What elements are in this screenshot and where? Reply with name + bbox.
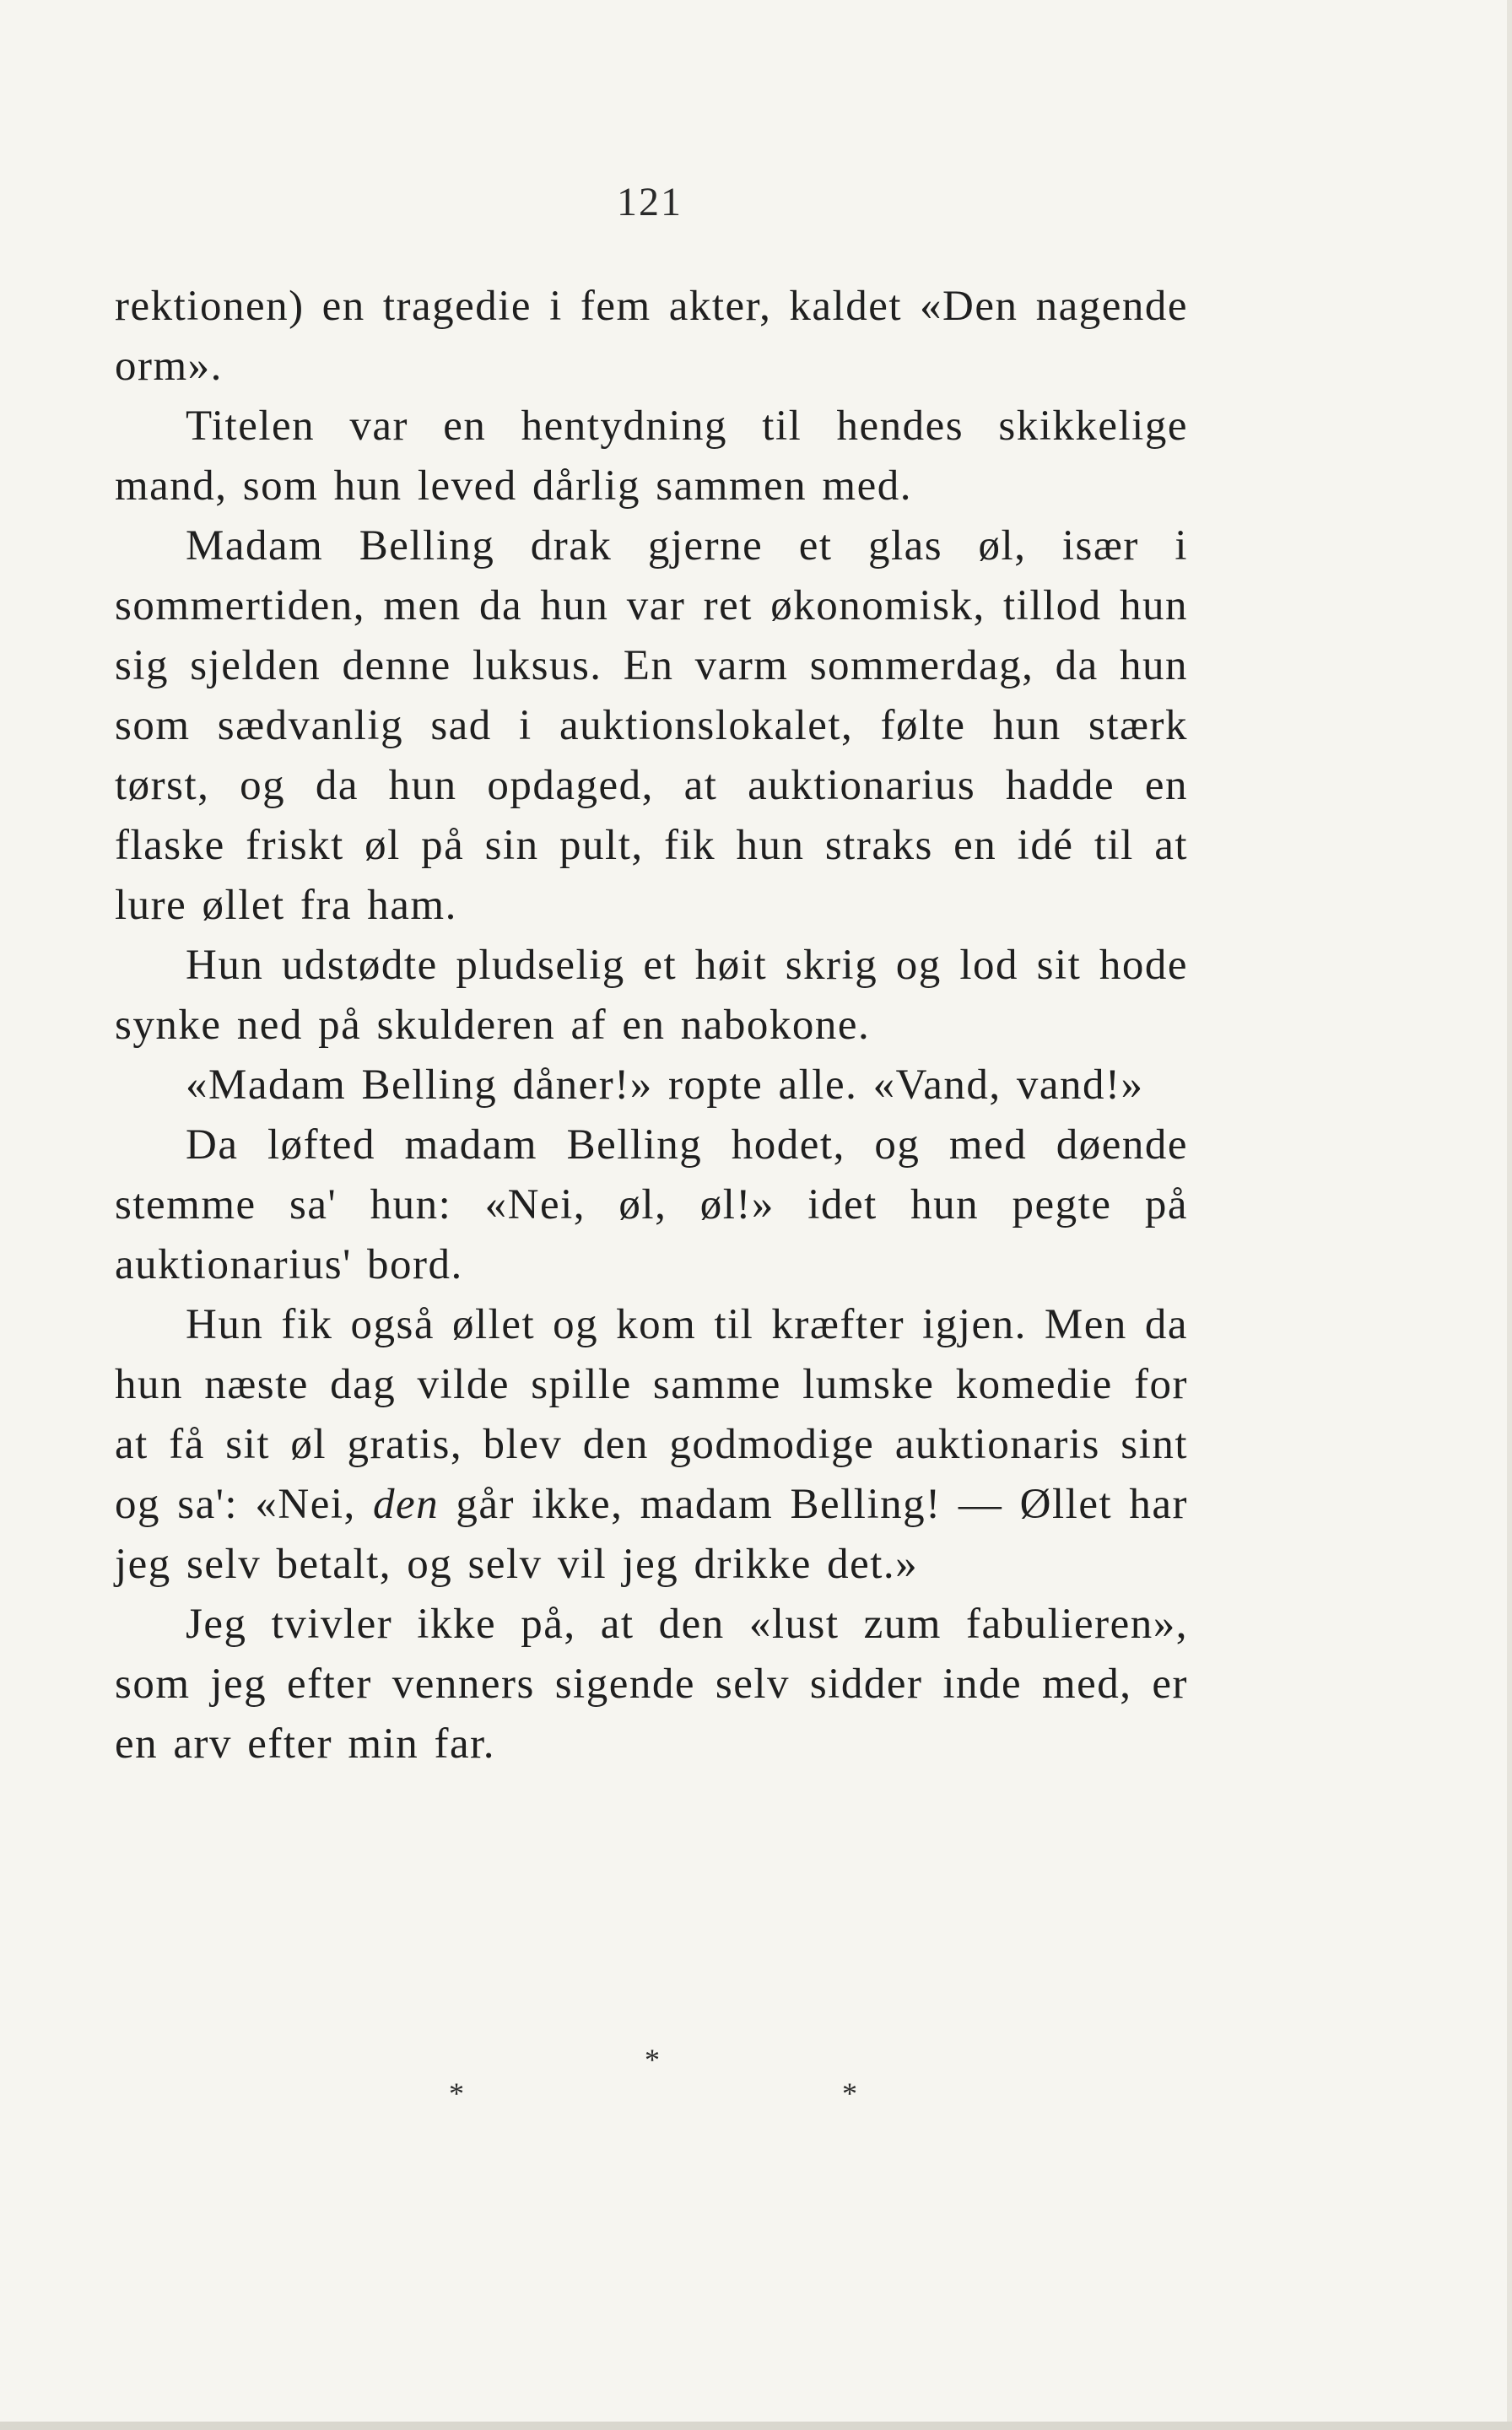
- asterisk-right: *: [842, 2076, 857, 2110]
- paragraph-6: Da løfted madam Belling hodet, og med døende stemme sa' hun: «Nei, øl, øl!» idet hun pegte på auktionarius' bord.: [115, 1121, 1188, 1288]
- page-edge-bottom: [0, 2422, 1512, 2430]
- paragraph-5: «Madam Belling dåner!» ropte alle. «Vand, vand!»: [186, 1061, 1144, 1109]
- paragraph-2: Titelen var en hentydning til hendes skikkelige mand, som hun leved dårlig sammen med.: [115, 402, 1188, 510]
- page-edge-right: [1507, 0, 1512, 2430]
- body-text: [115, 277, 1188, 1774]
- paragraph-7-head: Hun fik også øllet og kom til kræfter igjen. Men da hun næste dag vilde spille samme lumske komedie for at få sit øl gratis, blev den godmodige auktionaris sint og sa': «Nei,: [115, 1301, 1188, 1528]
- paragraph-3: Madam Belling drak gjerne et glas øl, især i sommertiden, men da hun var ret økonomisk, tillod hun sig sjelden denne luksus. En varm sommerdag, da hun som sædvanlig sad i auktionslokalet, følte hun stærk tørst, og da hun opdaged, at auktionarius hadde en flaske friskt øl på sin pult, fik hun straks en idé til at lure øllet fra ham.: [115, 522, 1188, 929]
- paragraph-1: rektionen) en tragedie i fem akter, kaldet «Den nagende orm».: [115, 283, 1188, 390]
- section-break-asterism: [0, 2042, 1310, 2118]
- paragraph-8: Jeg tvivler ikke på, at den «lust zum fabulieren», som jeg efter venners sigende selv sidder inde med, er en arv efter min far.: [115, 1601, 1188, 1768]
- emphasized-word: den: [373, 1481, 440, 1528]
- paragraph-7: [115, 1295, 1188, 1595]
- asterisk-left: *: [449, 2076, 464, 2110]
- paragraph-7-tail: går ikke, madam Belling! — Øllet har jeg selv betalt, og selv vil jeg drikke det.»: [115, 1481, 1189, 1588]
- page-number: 121: [617, 180, 683, 224]
- paragraph-4: Hun udstødte pludselig et høit skrig og lod sit hode synke ned på skulderen af en nabokone.: [115, 942, 1188, 1049]
- asterisk-top: *: [645, 2043, 660, 2076]
